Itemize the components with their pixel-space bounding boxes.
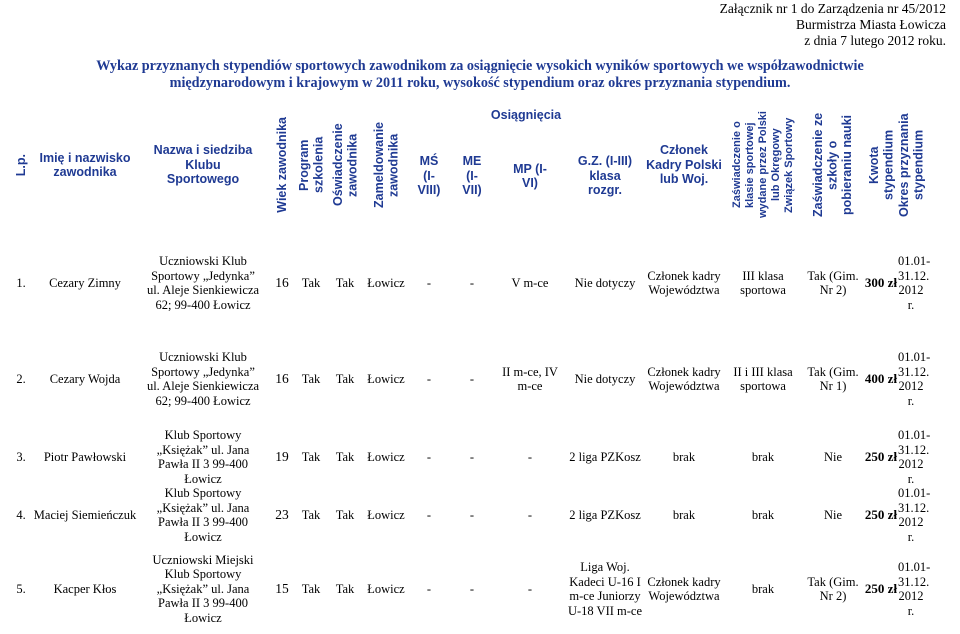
cell-me: - — [469, 275, 475, 290]
table-row — [10, 330, 950, 428]
cell-member: brak — [672, 507, 696, 522]
cell-amount: 250 zł — [864, 506, 898, 522]
cell-gz: Nie dotyczy — [574, 371, 636, 386]
cell-statement: Tak — [335, 449, 355, 464]
cell-age: 16 — [275, 274, 289, 290]
cell-ms: - — [426, 581, 432, 596]
cell-statement: Tak — [335, 581, 355, 596]
cell-gz: 2 liga PZKosz — [569, 507, 641, 522]
col-statement: Oświadczenie zawodnika — [330, 123, 359, 207]
col-cert-class: Zaświadczenie o klasie sportowej wydane przez Polski lub Okręgowy Związek Sportowy — [730, 111, 795, 219]
cell-club: Uczniowski Miejski Klub Sportowy „Księżak” ul. Jana Pawła II 3 99-400 Łowicz — [152, 552, 254, 625]
cell-amount: 300 zł — [864, 274, 898, 290]
cell-age: 19 — [275, 448, 289, 464]
cell-amount: 400 zł — [864, 370, 898, 386]
cell-lp: 1. — [16, 275, 26, 290]
table-row — [10, 486, 950, 544]
cell-name: Kacper Kłos — [53, 581, 117, 596]
cell-me: - — [469, 449, 475, 464]
cell-ms: - — [426, 507, 432, 522]
cell-lp: 2. — [16, 371, 26, 386]
cell-period: 01.01-31.12. 2012 r. — [898, 350, 931, 408]
cell-member: Członek kadry Województwa — [647, 364, 721, 393]
attachment-line-1: Załącznik nr 1 do Zarządzenia nr 45/2012 — [719, 1, 946, 16]
cell-cert-school: Tak (Gim. Nr 2) — [807, 268, 859, 297]
cell-statement: Tak — [335, 371, 355, 386]
cell-period: 01.01-31.12. 2012 r. — [898, 486, 931, 544]
cell-program: Tak — [301, 581, 321, 596]
cell-cert-class: brak — [751, 581, 775, 596]
cell-lp: 3. — [16, 449, 26, 464]
col-amount: Kwota stypendium — [866, 129, 895, 201]
cell-ms: - — [426, 449, 432, 464]
cell-club: Klub Sportowy „Księżak” ul. Jana Pawła II 3 99-400 Łowicz — [156, 486, 250, 544]
cell-lp: 4. — [16, 507, 26, 522]
col-mp: MP (I-VI) — [513, 161, 547, 190]
cell-lp: 5. — [16, 581, 26, 596]
cell-ms: - — [426, 275, 432, 290]
cell-age: 23 — [275, 506, 289, 522]
cell-club: Uczniowski Klub Sportowy „Jedynka” ul. Aleje Sienkiewicza 62; 99-400 Łowicz — [146, 254, 260, 312]
cell-cert-school: Nie — [823, 449, 843, 464]
table-row — [10, 544, 950, 634]
attachment-line-2: Burmistrza Miasta Łowicza — [796, 17, 946, 32]
cell-member: Członek kadry Województwa — [647, 574, 721, 603]
table-row — [10, 236, 950, 330]
cell-me: - — [469, 371, 475, 386]
scholarship-table — [10, 104, 950, 634]
cell-cert-class: brak — [751, 449, 775, 464]
cell-residence: Łowicz — [367, 275, 405, 290]
cell-period: 01.01-31.12. 2012 r. — [898, 254, 931, 312]
cell-mp: V m-ce — [511, 275, 549, 290]
cell-mp: - — [527, 581, 533, 596]
cell-cert-class: II i III klasa sportowa — [733, 364, 793, 393]
cell-cert-class: brak — [751, 507, 775, 522]
cell-club: Klub Sportowy „Księżak” ul. Jana Pawła II 3 99-400 Łowicz — [156, 428, 250, 486]
cell-statement: Tak — [335, 275, 355, 290]
attachment-header — [720, 1, 946, 49]
cell-me: - — [469, 581, 475, 596]
cell-cert-school: Tak (Gim. Nr 2) — [807, 574, 859, 603]
col-gz: G.Z. (I-III) klasa rozgr. — [577, 154, 633, 198]
col-club: Nazwa i siedziba Klubu Sportowego — [153, 143, 253, 187]
cell-mp: - — [527, 507, 533, 522]
cell-amount: 250 zł — [864, 448, 898, 464]
cell-cert-class: III klasa sportowa — [740, 268, 786, 297]
col-cert-school: Zaświadczenie ze szkoły o pobieraniu nauki — [811, 112, 855, 218]
cell-period: 01.01-31.12. 2012 r. — [898, 428, 931, 486]
cell-gz: 2 liga PZKosz — [569, 449, 641, 464]
cell-program: Tak — [301, 449, 321, 464]
cell-name: Cezary Wojda — [49, 371, 121, 386]
col-residence: Zameldowanie zawodnika — [371, 121, 400, 209]
cell-gz: Liga Woj. Kadeci U-16 I m-ce Juniorzy U-18 VII m-ce — [567, 560, 643, 618]
table-row — [10, 428, 950, 486]
col-me: ME (I-VII) — [462, 154, 482, 198]
col-achievements: Osiągnięcia — [490, 107, 562, 122]
cell-mp: - — [527, 449, 533, 464]
col-age: Wiek zawodnika — [274, 117, 289, 213]
document-title: Wykaz przyznanych stypendiów sportowych zawodnikom za osiągnięcie wysokich wyników sportowych we współzawodnictwie międzynarodowym i krajowym w 2011 roku, wysokość stypendium oraz okres przyznania stypendium. — [96, 58, 864, 91]
col-lp: L.p. — [13, 153, 28, 177]
cell-program: Tak — [301, 507, 321, 522]
cell-program: Tak — [301, 275, 321, 290]
cell-program: Tak — [301, 371, 321, 386]
cell-cert-school: Nie — [823, 507, 843, 522]
cell-residence: Łowicz — [367, 371, 405, 386]
cell-residence: Łowicz — [367, 581, 405, 596]
col-period: Okres przyznania stypendium — [896, 113, 925, 217]
cell-ms: - — [426, 371, 432, 386]
cell-name: Cezary Zimny — [49, 275, 121, 290]
cell-gz: Nie dotyczy — [574, 275, 636, 290]
cell-age: 15 — [275, 580, 289, 596]
cell-mp: II m-ce, IV m-ce — [502, 364, 558, 393]
cell-residence: Łowicz — [367, 449, 405, 464]
attachment-line-3: z dnia 7 lutego 2012 roku. — [804, 33, 946, 48]
cell-residence: Łowicz — [367, 507, 405, 522]
cell-club: Uczniowski Klub Sportowy „Jedynka” ul. Aleje Sienkiewicza 62; 99-400 Łowicz — [146, 350, 260, 408]
cell-member: brak — [672, 449, 696, 464]
col-ms: MŚ (I-VIII) — [417, 154, 441, 198]
cell-name: Piotr Pawłowski — [43, 449, 127, 464]
cell-name: Maciej Siemieńczuk — [33, 507, 137, 522]
cell-me: - — [469, 507, 475, 522]
cell-age: 16 — [275, 370, 289, 386]
cell-amount: 250 zł — [864, 580, 898, 596]
cell-cert-school: Tak (Gim. Nr 1) — [807, 364, 859, 393]
cell-statement: Tak — [335, 507, 355, 522]
col-member: Członek Kadry Polski lub Woj. — [646, 143, 722, 187]
col-program: Program szkolenia — [296, 136, 325, 194]
cell-member: Członek kadry Województwa — [647, 268, 721, 297]
col-name: Imię i nazwisko zawodnika — [39, 150, 131, 179]
cell-period: 01.01-31.12. 2012 r. — [898, 560, 931, 618]
